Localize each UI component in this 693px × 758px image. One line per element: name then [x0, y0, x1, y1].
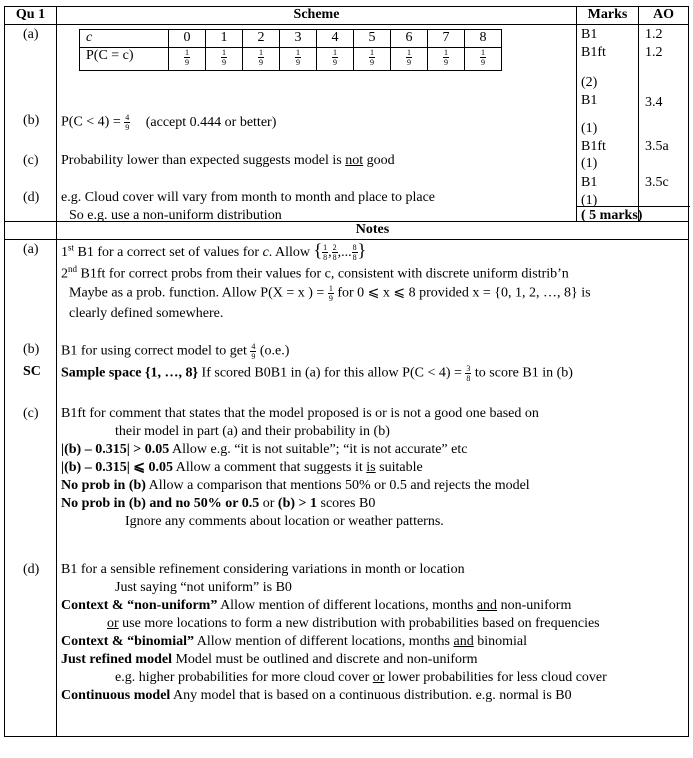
marks-cell	[577, 24, 643, 223]
header-scheme: Scheme	[57, 7, 577, 25]
c-value: 4	[317, 29, 354, 47]
mark-c-total: (1)	[581, 155, 598, 171]
prob-cell: $\frac{1}{9}$	[280, 47, 317, 70]
scheme-d-line2: So e.g. use a non-uniform distribution	[69, 207, 282, 223]
prob-cell: $\frac{1}{9}$	[465, 47, 502, 70]
note-d-line4: or use more locations to form a new distribution with probabilities based on frequencies	[107, 615, 600, 631]
scheme-cell	[57, 24, 577, 221]
c-value: 3	[280, 29, 317, 47]
c-value: 6	[391, 29, 428, 47]
prob-cell: $\frac{1}{9}$	[169, 47, 206, 70]
notes-label-a: (a)	[23, 241, 39, 257]
note-d-line8: Continuous model Any model that is based on a continuous distribution. e.g. normal is B0	[61, 687, 572, 703]
note-b-line: B1 for using correct model to get $\frac{4}{9}$ (o.e.)	[61, 341, 290, 361]
note-c-line6: No prob in (b) and no 50% or 0.5 or (b) > 1 scores B0	[61, 495, 376, 511]
mark-b-total: (1)	[581, 120, 598, 136]
mark-c: B1ft	[581, 138, 606, 154]
notes-label-sc: SC	[23, 363, 41, 379]
ao-a2: 1.2	[645, 44, 663, 60]
label-c: (c)	[23, 152, 39, 168]
ao-c: 3.5a	[645, 138, 669, 154]
ao-d: 3.5c	[645, 174, 669, 190]
note-a-line3: Maybe as a prob. function. Allow P(X = x ) = $\frac{1}{9}$ for 0 ⩽ x ⩽ 8 provided x = {0, 1, 2, …, 8} is	[69, 283, 591, 303]
note-c-line1: B1ft for comment that states that the model proposed is or is not a good one based on	[61, 405, 539, 421]
distribution-table	[79, 29, 502, 71]
prob-cell: $\frac{1}{9}$	[354, 47, 391, 70]
mark-scheme-table	[4, 6, 689, 737]
note-c-line3: |(b) – 0.315| > 0.05 Allow e.g. “it is not suitable”; “it is not accurate” etc	[61, 441, 468, 457]
c-value: 8	[465, 29, 502, 47]
note-c-line2: their model in part (a) and their probability in (b)	[115, 423, 390, 439]
prob-cell: $\frac{1}{9}$	[317, 47, 354, 70]
note-d-line3: Context & “non-uniform” Allow mention of different locations, months and non-uniform	[61, 597, 572, 613]
p-label: P(C = c)	[80, 47, 169, 70]
mark-a2: B1ft	[581, 44, 606, 60]
notes-label-c: (c)	[23, 405, 39, 421]
ao-a1: 1.2	[645, 26, 663, 42]
ao-cell	[639, 24, 689, 221]
prob-cell: $\frac{1}{9}$	[243, 47, 280, 70]
notes-labels	[5, 239, 57, 736]
note-d-line2: Just saying “not uniform” is B0	[115, 579, 292, 595]
prob-cell: $\frac{1}{9}$	[206, 47, 243, 70]
notes-cell	[57, 239, 689, 736]
ao-b: 3.4	[645, 94, 663, 110]
c-value: 0	[169, 29, 206, 47]
note-c-line5: No prob in (b) Allow a comparison that mentions 50% or 0.5 and rejects the model	[61, 477, 530, 493]
note-d-line1: B1 for a sensible refinement considering variations in month or location	[61, 561, 465, 577]
c-value: 2	[243, 29, 280, 47]
mark-d-total: (1)	[581, 192, 598, 208]
label-a: (a)	[23, 26, 39, 42]
c-value: 1	[206, 29, 243, 47]
scheme-c: Probability lower than expected suggests model is not good	[61, 152, 395, 168]
notes-label-b: (b)	[23, 341, 40, 357]
mark-b: B1	[581, 92, 598, 108]
prob-cell: $\frac{1}{9}$	[391, 47, 428, 70]
mark-d: B1	[581, 174, 598, 190]
c-value: 5	[354, 29, 391, 47]
note-c-line4: |(b) – 0.315| ⩽ 0.05 Allow a comment that suggests it is suitable	[61, 459, 423, 475]
note-sc-line: Sample space {1, …, 8} If scored B0B1 in (a) for this allow P(C < 4) = $\frac{3}{8}$ to score B1 in (b)	[61, 363, 573, 383]
note-a-line1: 1st B1 for a correct set of values for c. Allow { $\frac{1}{8}$ , $\frac{2}{8}$ ,... $\frac{8}{8}$ }	[61, 239, 367, 262]
mark-a1: B1	[581, 26, 598, 42]
scheme-d-line1: e.g. Cloud cover will vary from month to month and place to place	[61, 189, 436, 205]
note-a-line4: clearly defined somewhere.	[69, 305, 224, 321]
note-d-line6: Just refined model Model must be outlined and discrete and non-uniform	[61, 651, 478, 667]
note-d-line5: Context & “binomial” Allow mention of different locations, months and binomial	[61, 633, 527, 649]
mark-a-total: (2)	[581, 74, 598, 90]
c-label: c	[80, 29, 169, 47]
label-d: (d)	[23, 189, 40, 205]
header-marks: Marks	[577, 7, 639, 25]
header-qu: Qu 1	[5, 7, 57, 25]
c-value: 7	[428, 29, 465, 47]
total-marks: ( 5 marks)	[581, 207, 643, 223]
note-a-line2: 2nd B1ft for correct probs from their values for c, consistent with discrete uniform distrib’n	[61, 263, 569, 282]
prob-cell: $\frac{1}{9}$	[428, 47, 465, 70]
note-d-line7: e.g. higher probabilities for more cloud cover or lower probabilities for less cloud cover	[115, 669, 607, 685]
scheme-b: P(C < 4) = $\frac{4}{9}$ (accept 0.444 or better)	[61, 112, 277, 132]
notes-title: Notes	[57, 221, 689, 239]
notes-label-d: (d)	[23, 561, 40, 577]
label-b: (b)	[23, 112, 40, 128]
note-c-line7: Ignore any comments about location or weather patterns.	[125, 513, 444, 529]
question-labels	[5, 24, 57, 221]
header-ao: AO	[639, 7, 689, 25]
